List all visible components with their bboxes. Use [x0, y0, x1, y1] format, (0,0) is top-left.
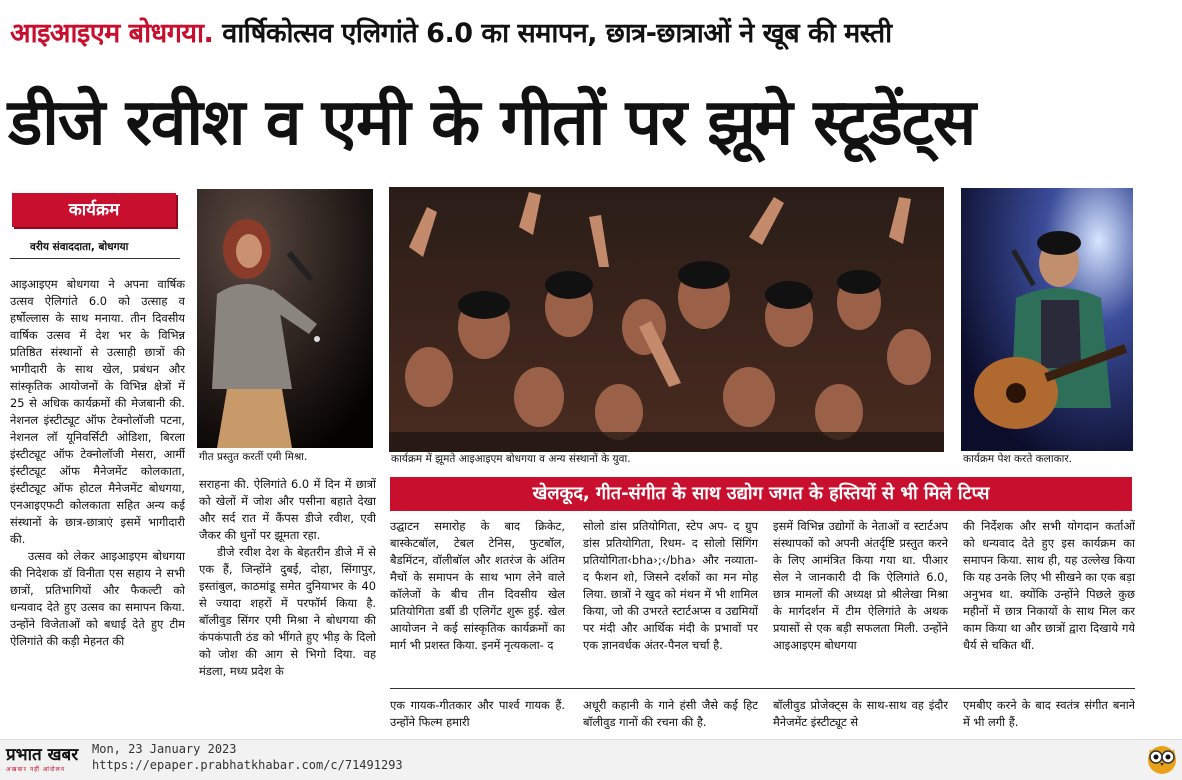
article-column-3: उद्घाटन समारोह के बाद क्रिकेट, बास्केटबॉल, टेबल टेनिस, फुटबॉल, बैडमिंटन, वॉलीबॉल और शतरंज के अंतिम मैचों के समापन के साथ भाग लेने वाले कॉलेजों के बीच तीन दिवसीय खेल प्रतियोगिता डर्बी डी एलिगेंट शुरू हुई. खेल आयोजन ने कई सांस्कृतिक कार्यक्रमों का मार्ग भी प्रशस्त किया. इनमें नृत्यकला- द: [390, 519, 565, 652]
caption-right: कार्यक्रम पेश करते कलाकार.: [963, 453, 1072, 465]
edition-date: Mon, 23 January 2023: [92, 742, 237, 756]
article-column-1: [10, 276, 185, 738]
owl-icon[interactable]: [1146, 741, 1178, 775]
edition-url[interactable]: https://epaper.prabhatkhabar.com/c/71491293: [92, 758, 403, 772]
article-column-5: इसमें विभिन्न उद्योगों के नेताओं व स्टार्टअप संस्थापकों को अपनी अंतर्दृष्टि प्रस्तुत करने के लिए आमंत्रित किया गया था. पीआर सेल ने जानकारी दी कि ऐलिगांते 6.0, छात्र मामलों की अध्यक्ष प्रो श्रीलेखा मिश्रा के मार्गदर्शन में टीम ऐलिगांते के अथक प्रयासों से एक बड़ी सफलता मिली. उन्होंने आइआइएम बोधगया: [773, 519, 948, 652]
bottom-column-2: अधूरी कहानी के गाने हंसी जैसे कई हिट बॉलीवुड गानों की रचना की है.: [583, 698, 758, 729]
column-1-paragraph-1: आइआइएम बोधगया ने अपना वार्षिक उत्सव ऐलिगांते 6.0 को उत्साह व हर्षोल्लास के साथ मनाया. तीन दिवसीय वार्षिक उत्सव में देश भर के विभिन्न प्रतिष्ठित संस्थानों से उत्साही छात्रों की भागीदारी के साथ खेल, प्रबंधन और सांस्कृतिक आयोजनों के विभिन्न क्षेत्रों में 25 से अधिक कार्यक्रमों की मेजबानी की. नेशनल इंस्टीट्यूट ऑफ टेक्नोलॉजी पटना, नेशनल लॉ यूनिवर्सिटी ओडिशा, बिरला इंस्टीट्यूट ऑफ टेक्नोलॉजी मेसरा, आर्मी इंस्टीट्यूट ऑफ मैनेजमेंट कोलकाता, इंस्टीट्यूट ऑफ होटल मैनेजमेंट बोधगया, एनआइएफटी कोलकाता सहित अन्य कई संस्थानों के छात्र-छात्राएं इसमें भागीदारी की.: [10, 277, 185, 546]
photo-crowd: [389, 187, 944, 452]
strip-bottom-rule: [390, 688, 1135, 689]
newspaper-logo[interactable]: [6, 742, 78, 773]
category-tag: कार्यक्रम: [12, 193, 176, 227]
logo-tagline: अखबार नहीं आंदोलन: [6, 766, 66, 773]
byline-rule: [10, 258, 180, 259]
kicker-place: आइआइएम बोधगया.: [10, 18, 214, 49]
byline: वरीय संवाददाता, बोधगया: [30, 241, 129, 253]
edition-meta: [92, 741, 403, 773]
article-column-2: [199, 476, 376, 738]
article-column-4: सोलो डांस प्रतियोगिता, स्टेप अप- द ग्रुप डांस प्रतियोगिता, रिधम- द सोलो सिंगिंग प्रतियोगिता‹bha›;‹/bha› और नव्याता- द फैशन शो, जिसने दर्शकों का मन मोह लिया. छात्रों ने खुद को मंथन में भी शामिल किया, जो की उभरते स्टार्टअप्स व उद्यमियों पर मंदी और आर्थिक मंदी के प्रभावों पर एक ज्ञानवर्धक अंतर-पैनल चर्चा है.: [583, 519, 758, 652]
caption-center: कार्यक्रम में झूमते आइआइएम बोधगया व अन्य संस्थानों के युवा.: [391, 453, 631, 465]
column-2-paragraph-2: डीजे रवीश देश के बेहतरीन डीजे में से एक हैं, जिन्होंने दुबई, दोहा, सिंगापुर, इस्तांबुल, काठमांडू समेत दुनियाभर के 40 से ज्यादा शहरों में परफॉर्म किया है. बॉलीवुड सिंगर एमी मिश्रा ने बोधगया की कंपकंपाती ठंड को भींगते हुए भीड़ के दिलो को जोश की आग से भिगो दिया. वह मंडला, मध्य प्रदेश के: [199, 545, 376, 678]
logo-text: प्रभात खबर: [6, 745, 79, 765]
column-1-paragraph-2: उत्सव को लेकर आइआइएम बोधगया की निदेशक डॉ विनीता एस सहाय ने सभी छात्रों, प्रतिभागियों और फैकल्टी को धन्यवाद देते हुए उत्सव का समापन किया. उन्होंने विजेताओं को बधाई देते हुए टीम ऐलिगांते की कड़ी मेहनत की: [10, 549, 185, 648]
photo-singer: [197, 189, 373, 448]
article-column-6: की निर्देशक और सभी योगदान कर्ताओं को धन्यवाद देते हुए इस कार्यक्रम का समापन किया. साथ ही, यह उल्लेख किया कि यह उनके लिए भी सीखने का एक बड़ा अनुभव था. क्योंकि उन्होंने पिछले कुछ महीनों में छात्र निकायों के साथ मिल कर काम किया था और छात्रों द्वारा दिखाये गये धैर्य से चकित थीं.: [963, 519, 1135, 652]
column-2-paragraph-1: सराहना की. ऐलिगांते 6.0 में दिन में छात्रों को खेलों में जोश और पसीना बहाते देखा और सर्द रात में कैंपस डीजे रवीश, एवी जैकर की धुनों पर झूमता रहा.: [199, 477, 376, 542]
bottom-column-3: बॉलीवुड प्रोजेक्ट्स के साथ-साथ वह इंदौर मैनेजमेंट इंस्टीट्यूट से: [773, 698, 948, 729]
kicker-line: [10, 14, 892, 54]
main-headline: डीजे रवीश व एमी के गीतों पर झूमे स्टूडेंट्स: [8, 86, 976, 160]
photo-guitarist: [961, 188, 1133, 451]
bottom-column-1: एक गायक-गीतकार और पार्श्व गायक हैं. उन्होंने फिल्म हमारी: [390, 698, 565, 729]
kicker-title: वार्षिकोत्सव एलिगांते 6.0 का समापन, छात्र-छात्राओं ने खूब की मस्ती: [222, 18, 892, 49]
strip-headline: खेलकूद, गीत-संगीत के साथ उद्योग जगत के हस्तियों से भी मिले टिप्स: [390, 477, 1132, 511]
bottom-column-4: एमबीए करने के बाद स्वतंत्र संगीत बनाने में भी लगी हैं.: [963, 698, 1135, 729]
caption-left: गीत प्रस्तुत करतीं एमी मिश्रा.: [199, 451, 308, 463]
